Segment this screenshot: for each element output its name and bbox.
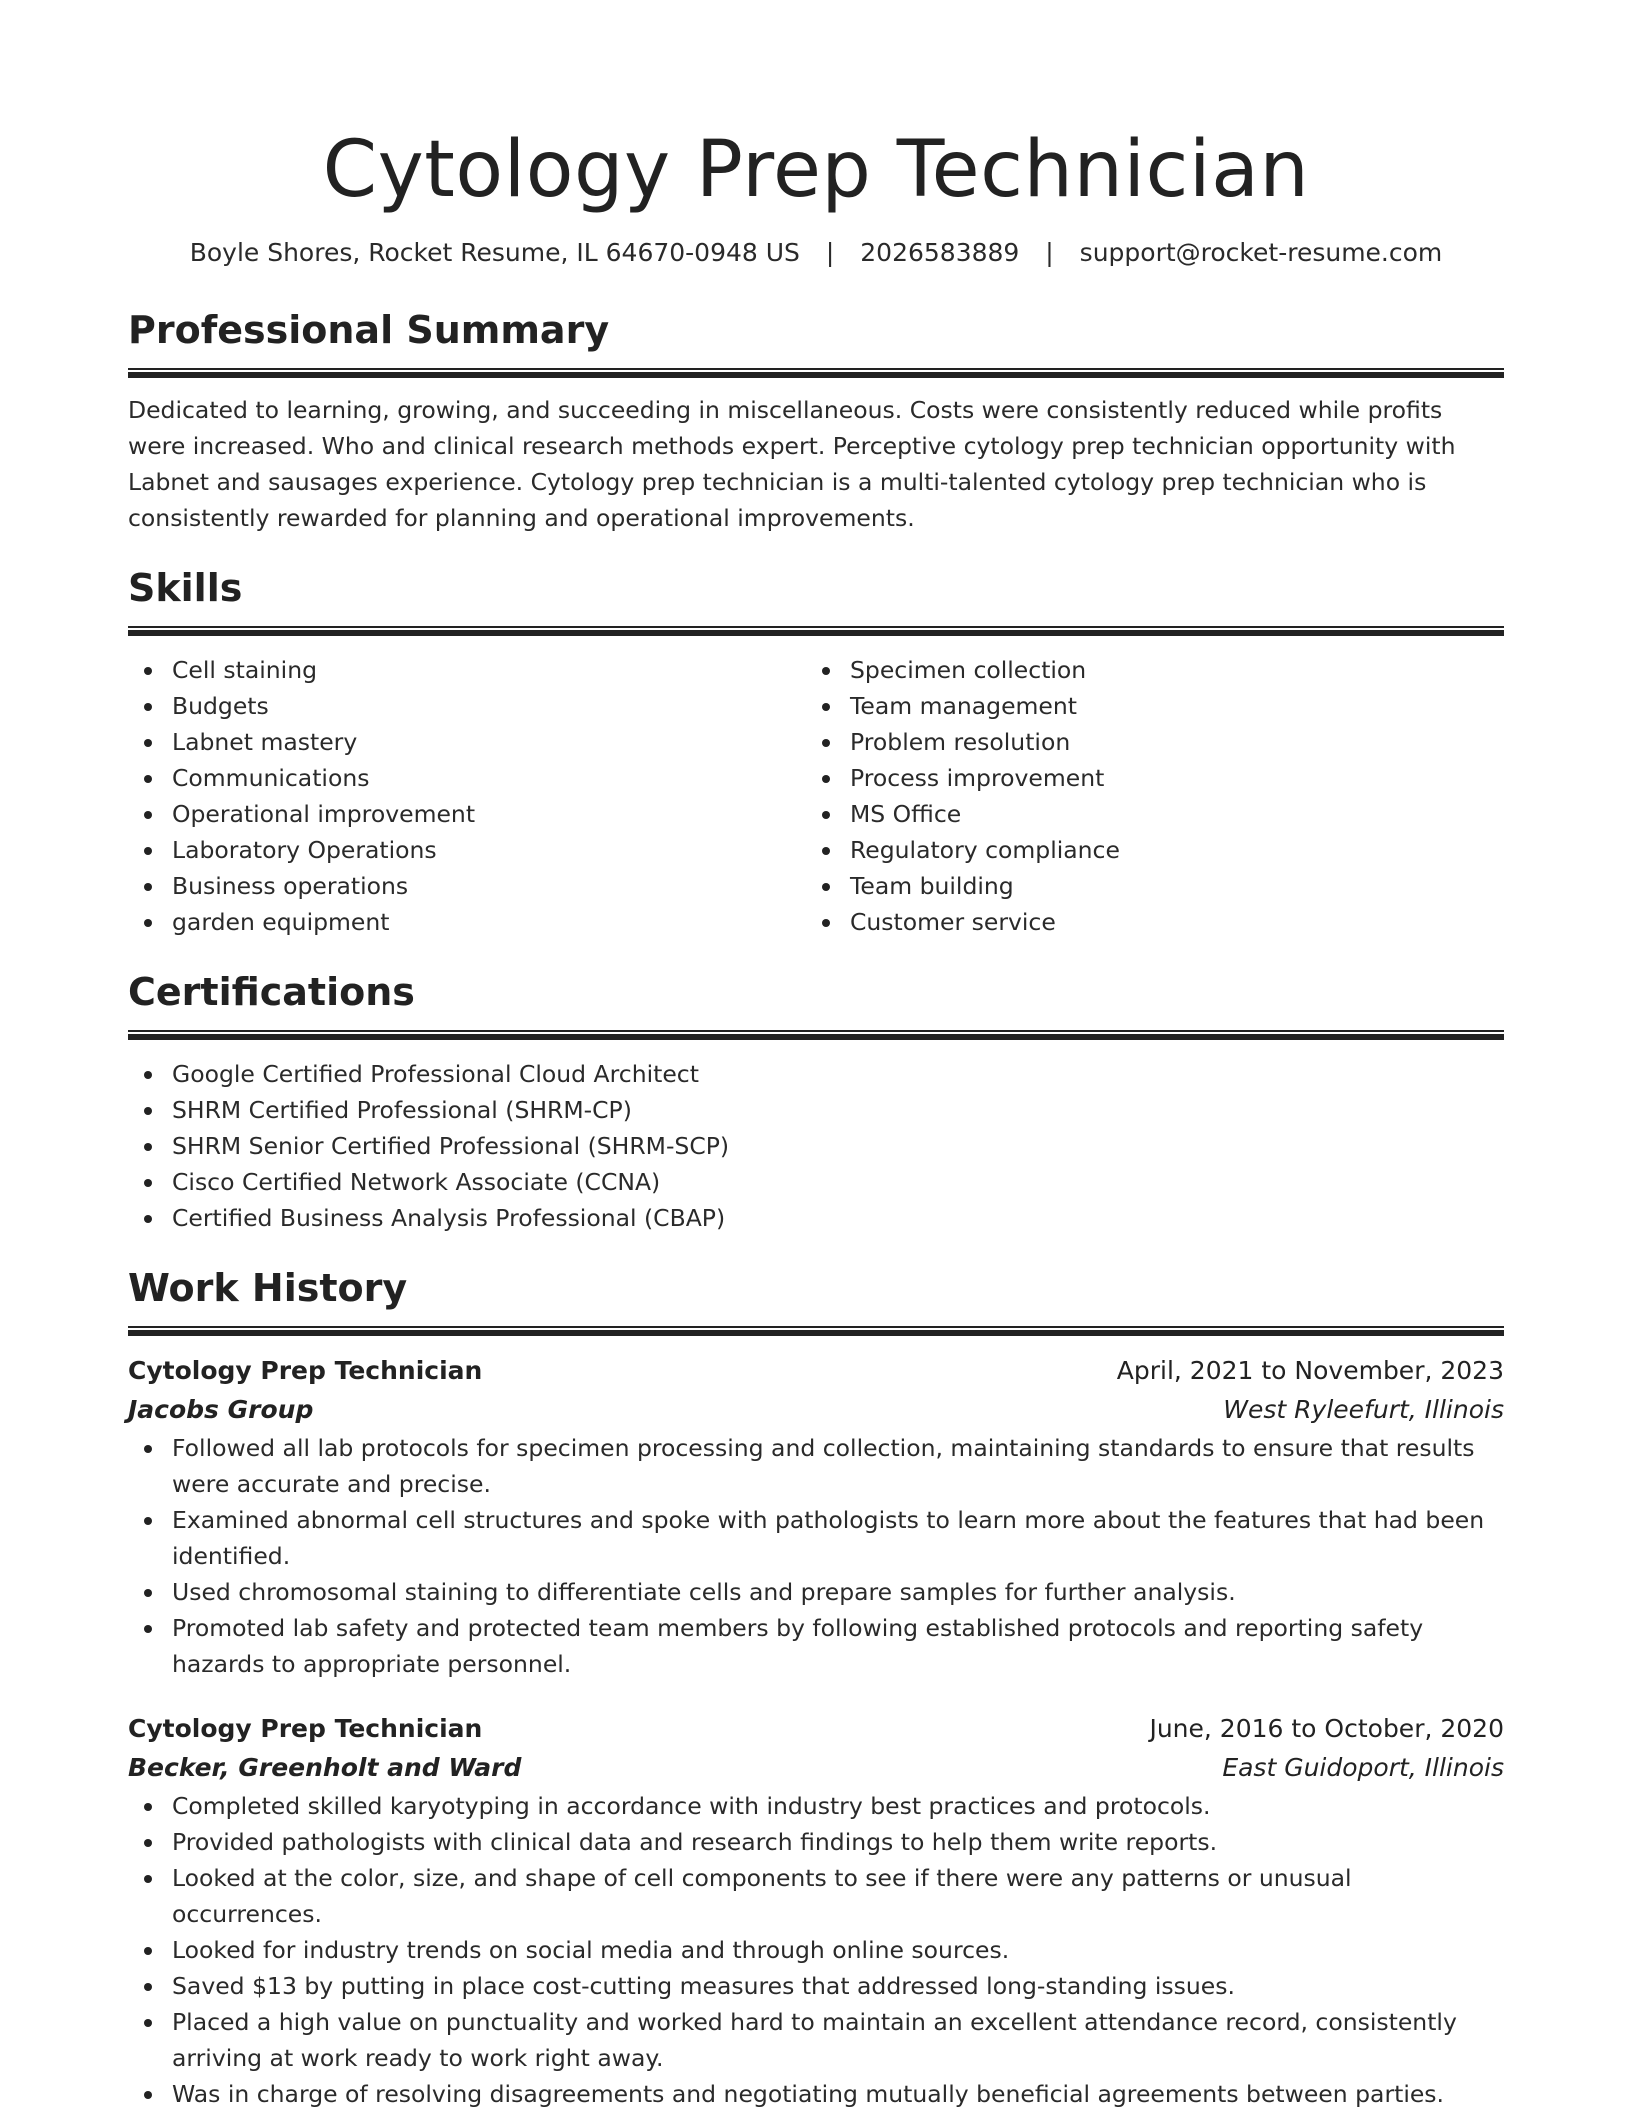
skills-list-right (806, 652, 1484, 940)
job-subheader (128, 1748, 1504, 1788)
skill-item: Team building (806, 868, 1484, 904)
skill-item: MS Office (806, 796, 1484, 832)
candidate-name: Cytology Prep Technician (322, 125, 1310, 215)
section-divider (128, 1030, 1504, 1040)
certification-item: Certified Business Analysis Professional (CBAP) (128, 1200, 1504, 1236)
contact-email: support@rocket-resume.com (1079, 238, 1443, 267)
job-entry (128, 1352, 1504, 1682)
job-bullet: Was in charge of resolving disagreements and negotiating mutually beneficial agreements between parties. (128, 2076, 1504, 2112)
skills-column-right (806, 652, 1484, 940)
section-divider (128, 1326, 1504, 1336)
skill-item: Budgets (128, 688, 806, 724)
job-company: Becker, Greenholt and Ward (128, 1753, 522, 1782)
section-title-certifications: Certifications (128, 970, 415, 1014)
section-title-summary: Professional Summary (128, 308, 610, 352)
contact-separator: | (825, 238, 835, 267)
job-bullet: Saved $13 by putting in place cost-cutting measures that addressed long-standing issues. (128, 1968, 1504, 2004)
job-header (128, 1352, 1504, 1390)
certification-item: Google Certified Professional Cloud Architect (128, 1056, 1504, 1092)
job-entry (128, 1710, 1504, 2112)
skill-item: Specimen collection (806, 652, 1484, 688)
certification-item: SHRM Certified Professional (SHRM-CP) (128, 1092, 1504, 1128)
skills-section (128, 564, 1504, 940)
skill-item: Business operations (128, 868, 806, 904)
work-history-section (128, 1264, 1504, 2112)
job-company: Jacobs Group (128, 1395, 314, 1424)
job-bullet: Provided pathologists with clinical data and research findings to help them write reports. (128, 1824, 1504, 1860)
skill-item: Laboratory Operations (128, 832, 806, 868)
job-dates: June, 2016 to October, 2020 (1149, 1714, 1504, 1743)
skill-item: Cell staining (128, 652, 806, 688)
job-location: West Ryleefurt, Illinois (1223, 1395, 1504, 1424)
job-bullet: Promoted lab safety and protected team members by following established protocols and reporting safety hazards to appropriate personnel. (128, 1610, 1504, 1682)
job-dates: April, 2021 to November, 2023 (1116, 1356, 1504, 1385)
job-bullet: Placed a high value on punctuality and worked hard to maintain an excellent attendance record, consistently arriving at work ready to work right away. (128, 2004, 1504, 2076)
certifications-list (128, 1056, 1504, 1236)
section-divider (128, 368, 1504, 378)
job-bullet: Looked for industry trends on social media and through online sources. (128, 1932, 1504, 1968)
certification-item: Cisco Certified Network Associate (CCNA) (128, 1164, 1504, 1200)
summary-text: Dedicated to learning, growing, and succeeding in miscellaneous. Costs were consistently reduced while profits were increased. Who and clinical research methods expert. Perceptive cytology prep technician opportunity with Labnet and sausages experience. Cytology prep technician is a multi-talented cytology prep technician who is consistently rewarded for planning and operational improvements. (128, 396, 1456, 532)
contact-line (128, 236, 1504, 270)
job-bullet: Completed skilled karyotyping in accordance with industry best practices and protocols. (128, 1788, 1504, 1824)
job-header (128, 1710, 1504, 1748)
job-bullet-list (128, 1788, 1504, 2112)
skill-item: Communications (128, 760, 806, 796)
section-divider (128, 626, 1504, 636)
job-bullet: Used chromosomal staining to differentiate cells and prepare samples for further analysis. (128, 1574, 1504, 1610)
summary-section (128, 306, 1504, 536)
skill-item: Customer service (806, 904, 1484, 940)
skills-column-left (128, 652, 806, 940)
skill-item: Problem resolution (806, 724, 1484, 760)
skill-item: Process improvement (806, 760, 1484, 796)
section-title-skills: Skills (128, 566, 243, 610)
skills-grid (128, 652, 1504, 940)
contact-address: Boyle Shores, Rocket Resume, IL 64670-0948 US (189, 238, 800, 267)
section-title-work-history: Work History (128, 1266, 408, 1310)
resume-page (128, 0, 1504, 2112)
skills-list-left (128, 652, 806, 940)
job-bullet: Looked at the color, size, and shape of cell components to see if there were any patterns or unusual occurrences. (128, 1860, 1504, 1932)
job-title: Cytology Prep Technician (128, 1714, 483, 1743)
job-bullet-list (128, 1430, 1504, 1682)
skill-item: garden equipment (128, 904, 806, 940)
skill-item: Labnet mastery (128, 724, 806, 760)
job-subheader (128, 1390, 1504, 1430)
skill-item: Operational improvement (128, 796, 806, 832)
job-title: Cytology Prep Technician (128, 1356, 483, 1385)
job-bullet: Followed all lab protocols for specimen processing and collection, maintaining standards to ensure that results were accurate and precise. (128, 1430, 1504, 1502)
contact-separator: | (1045, 238, 1054, 267)
job-bullet: Examined abnormal cell structures and spoke with pathologists to learn more about the features that had been identified. (128, 1502, 1504, 1574)
contact-phone: 2026583889 (860, 238, 1020, 267)
job-location: East Guidoport, Illinois (1222, 1753, 1504, 1782)
certification-item: SHRM Senior Certified Professional (SHRM-SCP) (128, 1128, 1504, 1164)
certifications-section (128, 968, 1504, 1236)
skill-item: Regulatory compliance (806, 832, 1484, 868)
skill-item: Team management (806, 688, 1484, 724)
